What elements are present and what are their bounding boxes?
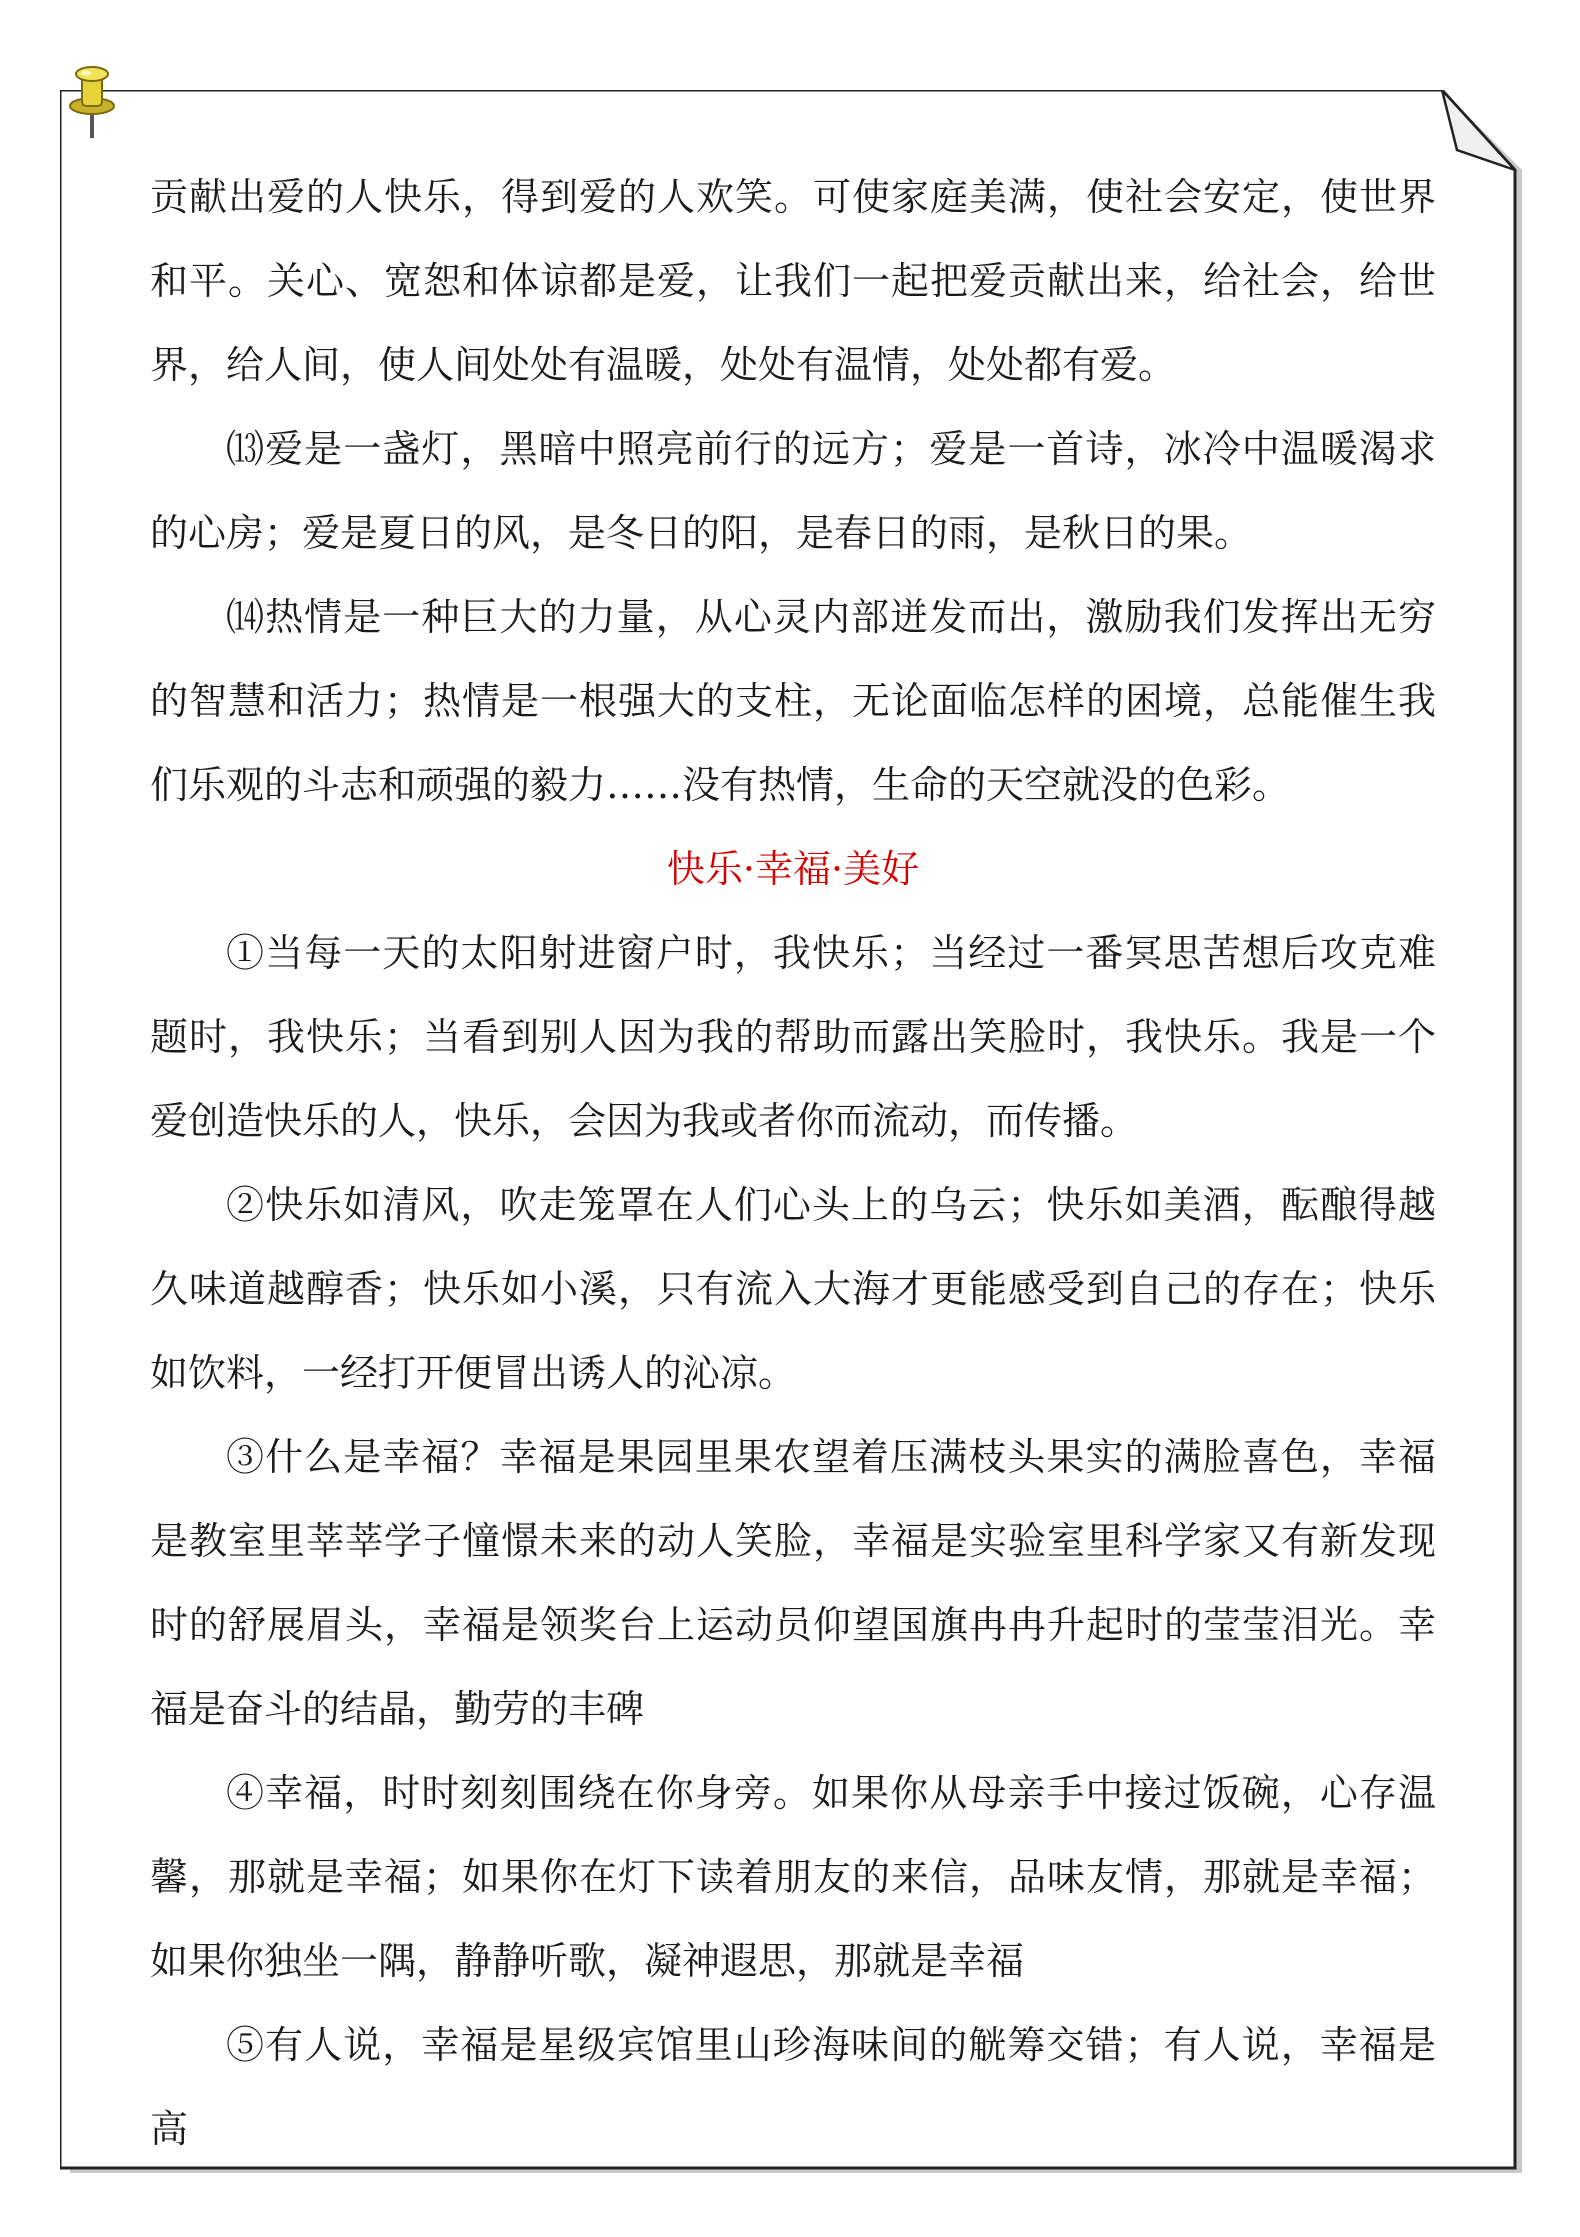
- paragraph-13: ⒀爱是一盏灯，黑暗中照亮前行的远方；爱是一首诗，冰冷中温暖渴求的心房；爱是夏日的风，是冬日的阳，是春日的雨，是秋日的果。: [150, 427, 1436, 555]
- pushpin-icon: [62, 62, 122, 142]
- paragraph-14: ⒁热情是一种巨大的力量，从心灵内部迸发而出，激励我们发挥出无穷的智慧和活力；热情是一根强大的支柱，无论面临怎样的困境，总能催生我们乐观的斗志和顽强的毅力……没有热情，生命的天空就没的色彩。: [150, 595, 1436, 807]
- paragraph-1: ①当每一天的太阳射进窗户时，我快乐；当经过一番冥思苦想后攻克难题时，我快乐；当看到别人因为我的帮助而露出笑脸时，我快乐。我是一个爱创造快乐的人，快乐，会因为我或者你而流动，而传播。: [150, 931, 1436, 1143]
- paragraph-4: ④幸福，时时刻刻围绕在你身旁。如果你从母亲手中接过饭碗，心存温馨，那就是幸福；如果你在灯下读着朋友的来信，品味友情，那就是幸福；如果你独坐一隅，静静听歌，凝神遐思，那就是幸福: [150, 1771, 1436, 1983]
- paragraph-5: ⑤有人说，幸福是星级宾馆里山珍海味间的觥筹交错；有人说，幸福是高: [150, 2023, 1436, 2151]
- document-body: [150, 155, 1436, 2171]
- paragraph-3: ③什么是幸福？幸福是果园里果农望着压满枝头果实的满脸喜色，幸福是教室里莘莘学子憧憬未来的动人笑脸，幸福是实验室里科学家又有新发现时的舒展眉头，幸福是领奖台上运动员仰望国旗冉冉升起时的莹莹泪光。幸福是奋斗的结晶，勤劳的丰碑: [150, 1435, 1436, 1731]
- paragraph-2: ②快乐如清风，吹走笼罩在人们心头上的乌云；快乐如美酒，酝酿得越久味道越醇香；快乐如小溪，只有流入大海才更能感受到自己的存在；快乐如饮料，一经打开便冒出诱人的沁凉。: [150, 1183, 1436, 1395]
- section-heading: 快乐·幸福·美好: [666, 847, 920, 891]
- paragraph-love-contribution: 贡献出爱的人快乐，得到爱的人欢笑。可使家庭美满，使社会安定，使世界和平。关心、宽恕和体谅都是爱，让我们一起把爱贡献出来，给社会，给世界，给人间，使人间处处有温暖，处处有温情，处处都有爱。: [150, 175, 1436, 387]
